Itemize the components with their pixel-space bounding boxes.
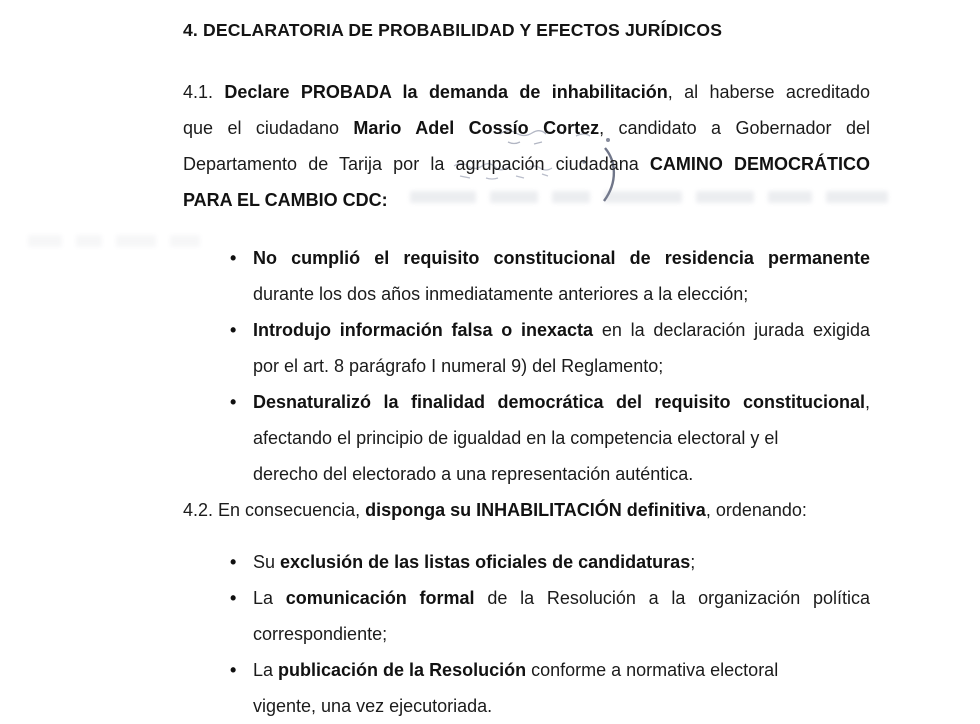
run: de la Resolución a la organización política	[474, 588, 871, 608]
run: vigente, una vez ejecutoriada.	[253, 696, 493, 716]
text-line	[253, 276, 870, 312]
text-line	[253, 544, 870, 580]
text-line	[253, 652, 870, 688]
list-item-text	[253, 544, 870, 580]
list-item	[183, 312, 870, 384]
text-line	[253, 348, 870, 384]
run-bold: disponga su INHABILITACIÓN definitiva	[365, 500, 706, 520]
run-bold: CAMINO DEMOCRÁTICO	[649, 154, 870, 174]
run: , ordenando:	[705, 500, 807, 520]
run-bold: No cumplió el requisito constitucional de residencia permanente	[253, 248, 870, 268]
text-line	[183, 74, 870, 110]
run: que el ciudadano	[183, 118, 354, 138]
list-item	[183, 240, 870, 312]
run: conforme a normativa electoral	[526, 660, 779, 680]
run: afectando el principio de igualdad en la competencia electoral y el	[253, 428, 779, 448]
text-line	[253, 456, 870, 492]
run-bold: PARA EL CAMBIO CDC:	[183, 190, 388, 210]
list-item-text	[253, 580, 870, 652]
bullet-icon: •	[230, 660, 237, 680]
list-item	[183, 384, 870, 492]
run: correspondiente;	[253, 624, 388, 644]
text-line	[183, 146, 870, 182]
run: Su	[253, 552, 281, 572]
run: 4.2. En consecuencia,	[183, 500, 366, 520]
list-item-text	[253, 652, 870, 724]
run: durante los dos años inmediatamente anteriores a la elección;	[253, 284, 749, 304]
text-line	[253, 688, 870, 724]
run: ;	[690, 552, 696, 572]
paragraph-4-2	[183, 492, 870, 528]
text-line	[253, 240, 870, 276]
run: por el art. 8 parágrafo I numeral 9) del Reglamento;	[253, 356, 664, 376]
list-item-text	[253, 240, 870, 312]
bullet-list-findings	[183, 240, 870, 492]
paragraph-4-1	[183, 74, 870, 218]
bullet-icon: •	[230, 392, 237, 412]
text-line	[253, 312, 870, 348]
run-bold: exclusión de las listas oficiales de candidaturas	[280, 552, 691, 572]
list-item-text	[253, 384, 870, 492]
text-line	[253, 580, 870, 616]
run: derecho del electorado a una representación auténtica.	[253, 464, 694, 484]
run: ,	[864, 392, 870, 412]
list-item	[183, 544, 870, 580]
text-line	[183, 182, 870, 218]
run-bold: publicación de la Resolución	[278, 660, 527, 680]
bullet-list-orders	[183, 544, 870, 724]
bullet-icon: •	[230, 320, 237, 340]
section-heading	[183, 16, 870, 44]
text-line	[183, 492, 870, 528]
run-bold: comunicación formal	[285, 588, 475, 608]
run-bold: Declare PROBADA la demanda de inhabilitación	[224, 82, 668, 102]
list-item-text	[253, 312, 870, 384]
run: La	[253, 660, 279, 680]
text-line	[253, 616, 870, 652]
run: Departamento de Tarija por la agrupación ciudadana	[183, 154, 650, 174]
list-item	[183, 580, 870, 652]
run-bold: Introdujo información falsa o inexacta	[253, 320, 594, 340]
text-line	[253, 384, 870, 420]
run: , al haberse acreditado	[667, 82, 870, 102]
text-line	[253, 420, 870, 456]
list-item	[183, 652, 870, 724]
run-bold: Desnaturalizó la finalidad democrática del requisito constitucional	[253, 392, 865, 412]
run: 4.1.	[183, 82, 225, 102]
run: La	[253, 588, 286, 608]
run-bold: Mario Adel Cossío Cortez	[353, 118, 600, 138]
run: , candidato a Gobernador del	[599, 118, 870, 138]
bullet-icon: •	[230, 552, 237, 572]
run-bold: 4. DECLARATORIA DE PROBABILIDAD Y EFECTOS JURÍDICOS	[183, 20, 723, 40]
bullet-icon: •	[230, 588, 237, 608]
run: en la declaración jurada exigida	[593, 320, 870, 340]
text-line	[183, 110, 870, 146]
bullet-icon: •	[230, 248, 237, 268]
